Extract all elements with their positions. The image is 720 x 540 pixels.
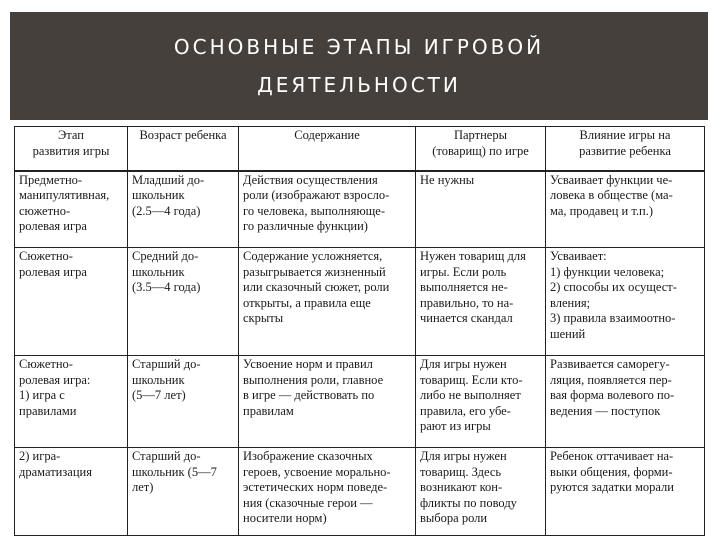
slide-title-bar [10, 12, 708, 120]
cell-line: выполняется не- [420, 280, 508, 294]
cell-line: Нужен товарищ для [420, 249, 526, 263]
table-cell [128, 356, 239, 448]
cell-line: эстетических норм поведе- [243, 480, 388, 494]
cell-line: выки общения, форми- [550, 464, 673, 479]
cell-line: Усваивает функции че- [550, 172, 673, 187]
table-row [15, 248, 705, 356]
table-cell [15, 171, 128, 248]
table-cell [239, 171, 416, 248]
cell-line: Сюжетно- [19, 357, 73, 371]
cell-line: Ребенок оттачивает на- [550, 449, 674, 463]
cell-line: правилами [19, 403, 77, 418]
cell-line: (5—7 лет) [132, 388, 186, 402]
cell-line: шений [550, 326, 586, 341]
cell-line: героев, усвоение морально- [243, 464, 391, 479]
table-cell [239, 248, 416, 356]
cell-line: Для игры нужен [420, 357, 507, 371]
cell-line: Младший до- [132, 172, 205, 187]
cell-line: или сказочный сюжет, роли [243, 280, 390, 294]
cell-line: (товарищ) по игре [432, 143, 529, 158]
game-stages-table [14, 126, 705, 536]
table-cell [239, 356, 416, 448]
cell-line: Старший до- [132, 449, 201, 463]
cell-line: выбора роли [420, 511, 488, 525]
table-cell [546, 248, 705, 356]
cell-line: Усвоение норм и правил [243, 357, 373, 371]
table-image-area [10, 120, 708, 530]
cell-line: развитие ребенка [579, 143, 671, 158]
cell-line: сюжетно- [19, 203, 71, 218]
header-cell [416, 127, 546, 171]
cell-line: 3) правила взаимоотно- [550, 311, 676, 325]
cell-line: 2) игра- [19, 449, 61, 463]
cell-line: товарищ. Если кто- [420, 372, 523, 387]
cell-line: го человека, выполняюще- [243, 203, 385, 218]
cell-line: носители норм) [243, 511, 327, 525]
table-cell [128, 448, 239, 536]
cell-line: либо не выполняет [420, 388, 521, 402]
cell-line: Изображение сказочных [243, 449, 373, 463]
cell-line: 1) игра с [19, 388, 65, 402]
cell-line: правила, его убе- [420, 403, 511, 418]
cell-line: Возраст ребенка [139, 128, 227, 142]
cell-line: Предметно- [19, 172, 83, 187]
cell-line: в игре — действовать по [243, 388, 375, 402]
table-cell [416, 248, 546, 356]
cell-line: ролевая игра: [19, 372, 91, 387]
table-cell [546, 448, 705, 536]
cell-line: ния (сказочные герои — [243, 495, 373, 510]
cell-line: лет) [132, 480, 154, 494]
cell-line: возникают кон- [420, 480, 503, 494]
cell-line: открыты, а правила еще [243, 295, 371, 310]
cell-line: Усваивает: [550, 249, 607, 263]
cell-line: 1) функции человека; [550, 264, 665, 279]
table-cell [128, 248, 239, 356]
cell-line: ляция, появляется пер- [550, 372, 672, 387]
cell-line: правилам [243, 403, 294, 418]
cell-line: Для игры нужен [420, 449, 507, 463]
cell-line: фликты по поводу [420, 495, 517, 510]
cell-line: Не нужны [420, 172, 475, 187]
cell-line: рают из игры [420, 419, 491, 433]
cell-line: скрыты [243, 311, 284, 325]
cell-line: (3.5—4 года) [132, 280, 201, 294]
cell-line: ведения — поступок [550, 403, 661, 418]
cell-line: роли (изображают взросло- [243, 188, 390, 202]
cell-line: Влияние игры на [579, 128, 671, 142]
table-cell [416, 448, 546, 536]
table-row [15, 448, 705, 536]
cell-line: Содержание [294, 128, 360, 142]
cell-line: Содержание усложняется, [243, 249, 383, 263]
cell-line: Действия осуществления [243, 172, 378, 187]
cell-line: игры. Если роль [420, 264, 507, 279]
header-cell [546, 127, 705, 171]
table-cell [15, 356, 128, 448]
cell-line: вая форма волевого по- [550, 388, 675, 402]
cell-line: руются задатки морали [550, 480, 674, 494]
table-cell [239, 448, 416, 536]
table-cell [15, 448, 128, 536]
cell-line: школьник [132, 188, 185, 202]
cell-line: манипулятивная, [19, 188, 110, 202]
header-cell [15, 127, 128, 171]
cell-line: Развивается саморегу- [550, 357, 670, 371]
cell-line: Этап [58, 128, 84, 142]
cell-line: Сюжетно- [19, 249, 73, 263]
table-cell [546, 171, 705, 248]
table-cell [15, 248, 128, 356]
slide-title-line-1: ОСНОВНЫЕ ЭТАПЫ ИГРОВОЙ [173, 35, 545, 59]
cell-line: Старший до- [132, 357, 201, 371]
table-cell [416, 171, 546, 248]
cell-line: вления; [550, 295, 591, 310]
cell-line: ролевая игра [19, 264, 87, 279]
table-cell [546, 356, 705, 448]
cell-line: драматизация [19, 464, 92, 479]
slide-title-line-2: ДЕЯТЕЛЬНОСТИ [257, 73, 461, 97]
cell-line: школьник (5—7 [132, 464, 217, 479]
cell-line: Партнеры [453, 128, 507, 142]
header-cell [239, 127, 416, 171]
cell-line: го различные функции) [243, 219, 368, 233]
table-header-row [15, 127, 705, 171]
cell-line: развития игры [32, 143, 110, 158]
header-cell [128, 127, 239, 171]
table-cell [416, 356, 546, 448]
cell-line: правильно, то на- [420, 295, 514, 310]
table-row [15, 171, 705, 248]
cell-line: (2.5—4 года) [132, 203, 201, 218]
cell-line: товарищ. Здесь [420, 464, 502, 479]
table-row [15, 356, 705, 448]
cell-line: выполнения роли, главное [243, 372, 384, 387]
table-cell [128, 171, 239, 248]
cell-line: школьник [132, 264, 185, 279]
cell-line: разыгрывается жизненный [243, 264, 386, 279]
cell-line: ролевая игра [19, 219, 87, 233]
cell-line: чинается скандал [420, 311, 513, 325]
cell-line: ловека в обществе (ма- [550, 188, 673, 202]
cell-line: Средний до- [132, 249, 199, 263]
cell-line: школьник [132, 372, 185, 387]
cell-line: 2) способы их осущест- [550, 280, 677, 294]
cell-line: ма, продавец и т.п.) [550, 203, 653, 218]
